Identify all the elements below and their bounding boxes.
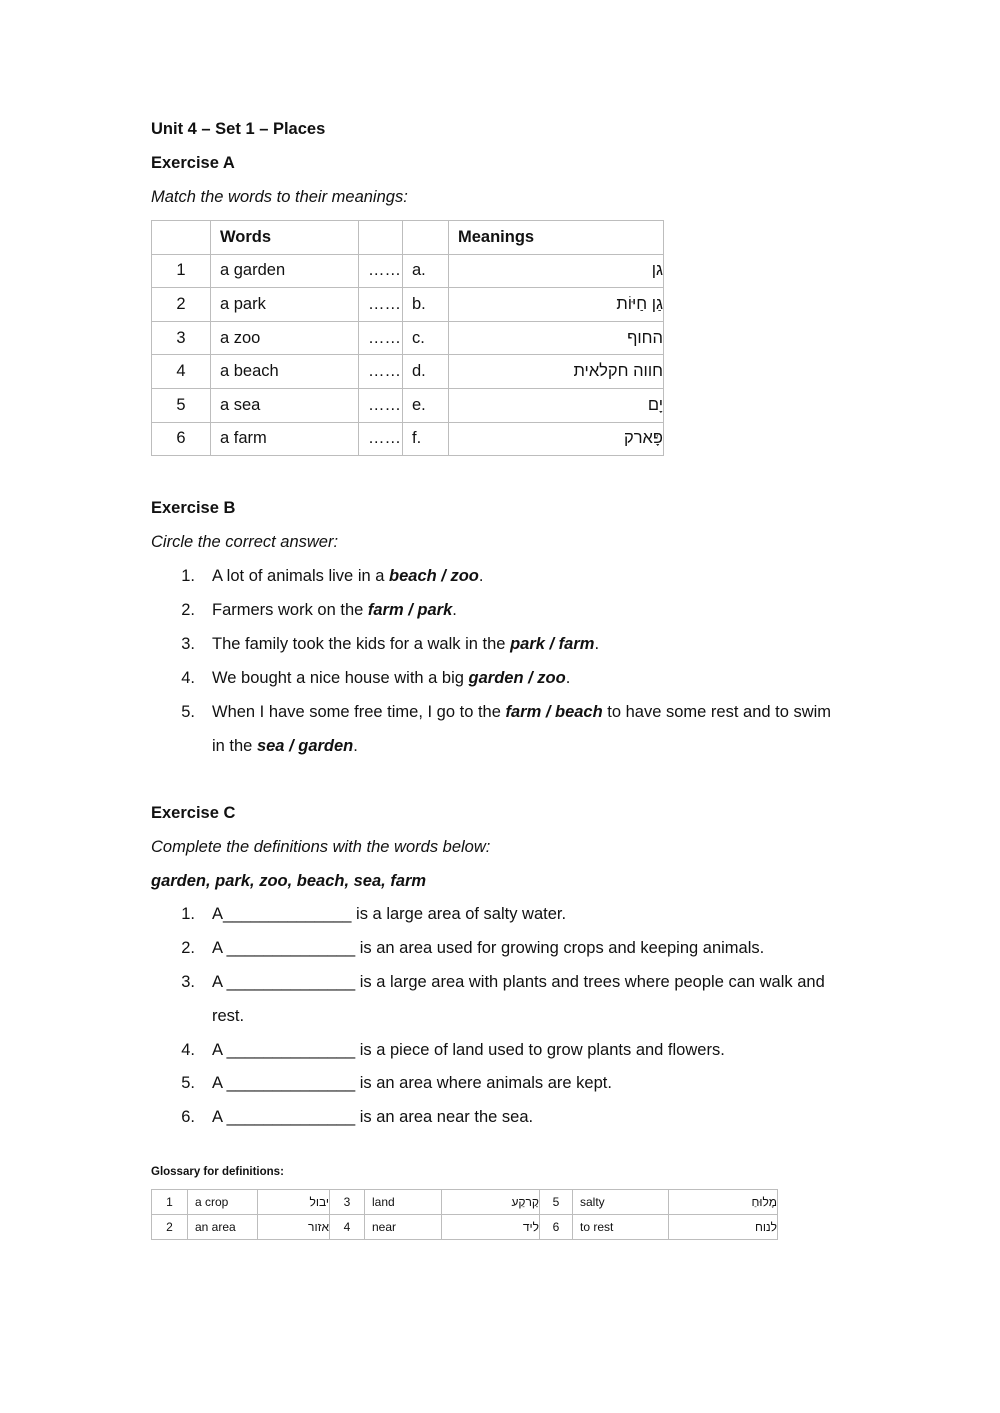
answer-options[interactable]: garden / zoo bbox=[468, 669, 566, 687]
sentence-text: in the bbox=[212, 737, 257, 755]
row-number: 4 bbox=[152, 355, 211, 389]
row-answer-blank[interactable]: …… bbox=[359, 321, 403, 355]
glossary-translation: קַרקַע bbox=[442, 1190, 540, 1215]
definition-text[interactable]: A ______________ is an area where animals are kept. bbox=[212, 1074, 612, 1092]
glossary-heading: Glossary for definitions: bbox=[151, 1166, 284, 1178]
sentence-end: . bbox=[478, 567, 484, 585]
answer-options[interactable]: farm / park bbox=[367, 601, 453, 619]
glossary-number: 6 bbox=[540, 1215, 573, 1240]
glossary-term: salty bbox=[573, 1190, 669, 1215]
header-meanings: Meanings bbox=[449, 221, 664, 255]
glossary-term: near bbox=[365, 1215, 442, 1240]
glossary-table bbox=[151, 1189, 778, 1240]
exercise-c-heading: Exercise C bbox=[151, 804, 236, 822]
glossary-translation: מָלוּחַ bbox=[669, 1190, 778, 1215]
row-letter: c. bbox=[403, 321, 449, 355]
row-answer-blank[interactable]: …… bbox=[359, 254, 403, 288]
header-num-cell bbox=[152, 221, 211, 255]
sentence-text: Farmers work on the bbox=[212, 601, 368, 619]
header-blank-cell bbox=[359, 221, 403, 255]
item-sentence bbox=[212, 567, 483, 586]
answer-options[interactable]: farm / beach bbox=[505, 703, 603, 721]
sentence-end: . bbox=[565, 669, 571, 687]
row-word: a zoo bbox=[211, 321, 359, 355]
item-sentence bbox=[212, 635, 599, 654]
row-answer-blank[interactable]: …… bbox=[359, 288, 403, 322]
matching-table-header bbox=[152, 221, 664, 255]
glossary-translation: אזור bbox=[258, 1215, 330, 1240]
answer-options[interactable]: park / farm bbox=[510, 635, 595, 653]
definition-text[interactable]: A ______________ is an area near the sea. bbox=[212, 1108, 534, 1126]
definition-text[interactable]: A ______________ is a piece of land used to grow plants and flowers. bbox=[212, 1041, 725, 1059]
row-number: 2 bbox=[152, 288, 211, 322]
row-number: 3 bbox=[152, 321, 211, 355]
glossary-number: 5 bbox=[540, 1190, 573, 1215]
row-meaning: יָם bbox=[449, 388, 664, 422]
row-number: 1 bbox=[152, 254, 211, 288]
table-row bbox=[152, 422, 664, 456]
row-word: a garden bbox=[211, 254, 359, 288]
sentence-text: The family took the kids for a walk in the bbox=[212, 635, 511, 653]
definition-text-line2: rest. bbox=[212, 1007, 245, 1025]
sentence-end: . bbox=[594, 635, 600, 653]
sentence-text: We bought a nice house with a big bbox=[212, 669, 469, 687]
sentence-end: . bbox=[353, 737, 358, 755]
header-letter-cell bbox=[403, 221, 449, 255]
definition-text[interactable]: A ______________ is an area used for growing crops and keeping animals. bbox=[212, 939, 765, 957]
answer-options[interactable]: sea / garden bbox=[256, 737, 354, 755]
answer-options[interactable]: beach / zoo bbox=[389, 567, 479, 585]
table-row bbox=[152, 288, 664, 322]
row-answer-blank[interactable]: …… bbox=[359, 388, 403, 422]
item-sentence bbox=[212, 669, 570, 688]
row-letter: d. bbox=[403, 355, 449, 389]
row-number: 6 bbox=[152, 422, 211, 456]
word-bank: garden, park, zoo, beach, sea, farm bbox=[151, 872, 427, 890]
glossary-term: a crop bbox=[188, 1190, 258, 1215]
row-letter: f. bbox=[403, 422, 449, 456]
row-meaning: פָּארק bbox=[449, 422, 664, 456]
exercise-b-instruction: Circle the correct answer: bbox=[151, 533, 339, 551]
glossary-number: 1 bbox=[152, 1190, 188, 1215]
glossary-number: 2 bbox=[152, 1215, 188, 1240]
sentence-text: When I have some free time, I go to the bbox=[212, 703, 506, 721]
glossary-term: to rest bbox=[573, 1215, 669, 1240]
glossary-term: land bbox=[365, 1190, 442, 1215]
glossary-translation: יבול bbox=[258, 1190, 330, 1215]
glossary-number: 3 bbox=[330, 1190, 365, 1215]
exercise-c-instruction: Complete the definitions with the words below: bbox=[151, 838, 491, 856]
row-meaning: גַן חַיּוֹת bbox=[449, 288, 664, 322]
row-letter: b. bbox=[403, 288, 449, 322]
row-word: a park bbox=[211, 288, 359, 322]
item-sentence bbox=[212, 601, 457, 620]
sentence-continuation: to have some rest and to swim bbox=[602, 703, 832, 721]
item-number: 1. bbox=[181, 567, 195, 585]
item-number: 5. bbox=[181, 703, 195, 721]
item-number: 4. bbox=[181, 669, 195, 687]
exercise-b-heading: Exercise B bbox=[151, 499, 236, 517]
row-meaning: גן bbox=[449, 254, 664, 288]
glossary-number: 4 bbox=[330, 1215, 365, 1240]
sentence-text: A lot of animals live in a bbox=[212, 567, 390, 585]
table-row bbox=[152, 355, 664, 389]
definition-text[interactable]: A ______________ is a large area with plants and trees where people can walk and bbox=[212, 973, 825, 991]
item-number: 2. bbox=[181, 601, 195, 619]
table-row bbox=[152, 388, 664, 422]
glossary-translation: לנוח bbox=[669, 1215, 778, 1240]
item-number: 5. bbox=[181, 1074, 195, 1092]
exercise-a-instruction: Match the words to their meanings: bbox=[151, 188, 408, 206]
row-letter: e. bbox=[403, 388, 449, 422]
row-answer-blank[interactable]: …… bbox=[359, 355, 403, 389]
table-row bbox=[152, 254, 664, 288]
row-meaning: חווה חקלאית bbox=[449, 355, 664, 389]
table-row bbox=[152, 1215, 778, 1240]
item-number: 1. bbox=[181, 905, 195, 923]
glossary-translation: ליד bbox=[442, 1215, 540, 1240]
row-answer-blank[interactable]: …… bbox=[359, 422, 403, 456]
row-word: a beach bbox=[211, 355, 359, 389]
item-sentence-line2 bbox=[212, 737, 358, 756]
header-words: Words bbox=[211, 221, 359, 255]
glossary-term: an area bbox=[188, 1215, 258, 1240]
definition-text[interactable]: A______________ is a large area of salty water. bbox=[212, 905, 567, 923]
row-meaning: החוף bbox=[449, 321, 664, 355]
matching-table bbox=[151, 220, 664, 456]
item-number: 3. bbox=[181, 973, 195, 991]
item-number: 4. bbox=[181, 1041, 195, 1059]
page-title: Unit 4 – Set 1 – Places bbox=[151, 120, 326, 138]
row-letter: a. bbox=[403, 254, 449, 288]
sentence-end: . bbox=[452, 601, 457, 619]
item-sentence bbox=[212, 703, 831, 722]
row-word: a sea bbox=[211, 388, 359, 422]
item-number: 2. bbox=[181, 939, 195, 957]
item-number: 6. bbox=[181, 1108, 195, 1126]
item-number: 3. bbox=[181, 635, 195, 653]
table-row bbox=[152, 1190, 778, 1215]
exercise-a-heading: Exercise A bbox=[151, 154, 235, 172]
row-word: a farm bbox=[211, 422, 359, 456]
row-number: 5 bbox=[152, 388, 211, 422]
table-row bbox=[152, 321, 664, 355]
